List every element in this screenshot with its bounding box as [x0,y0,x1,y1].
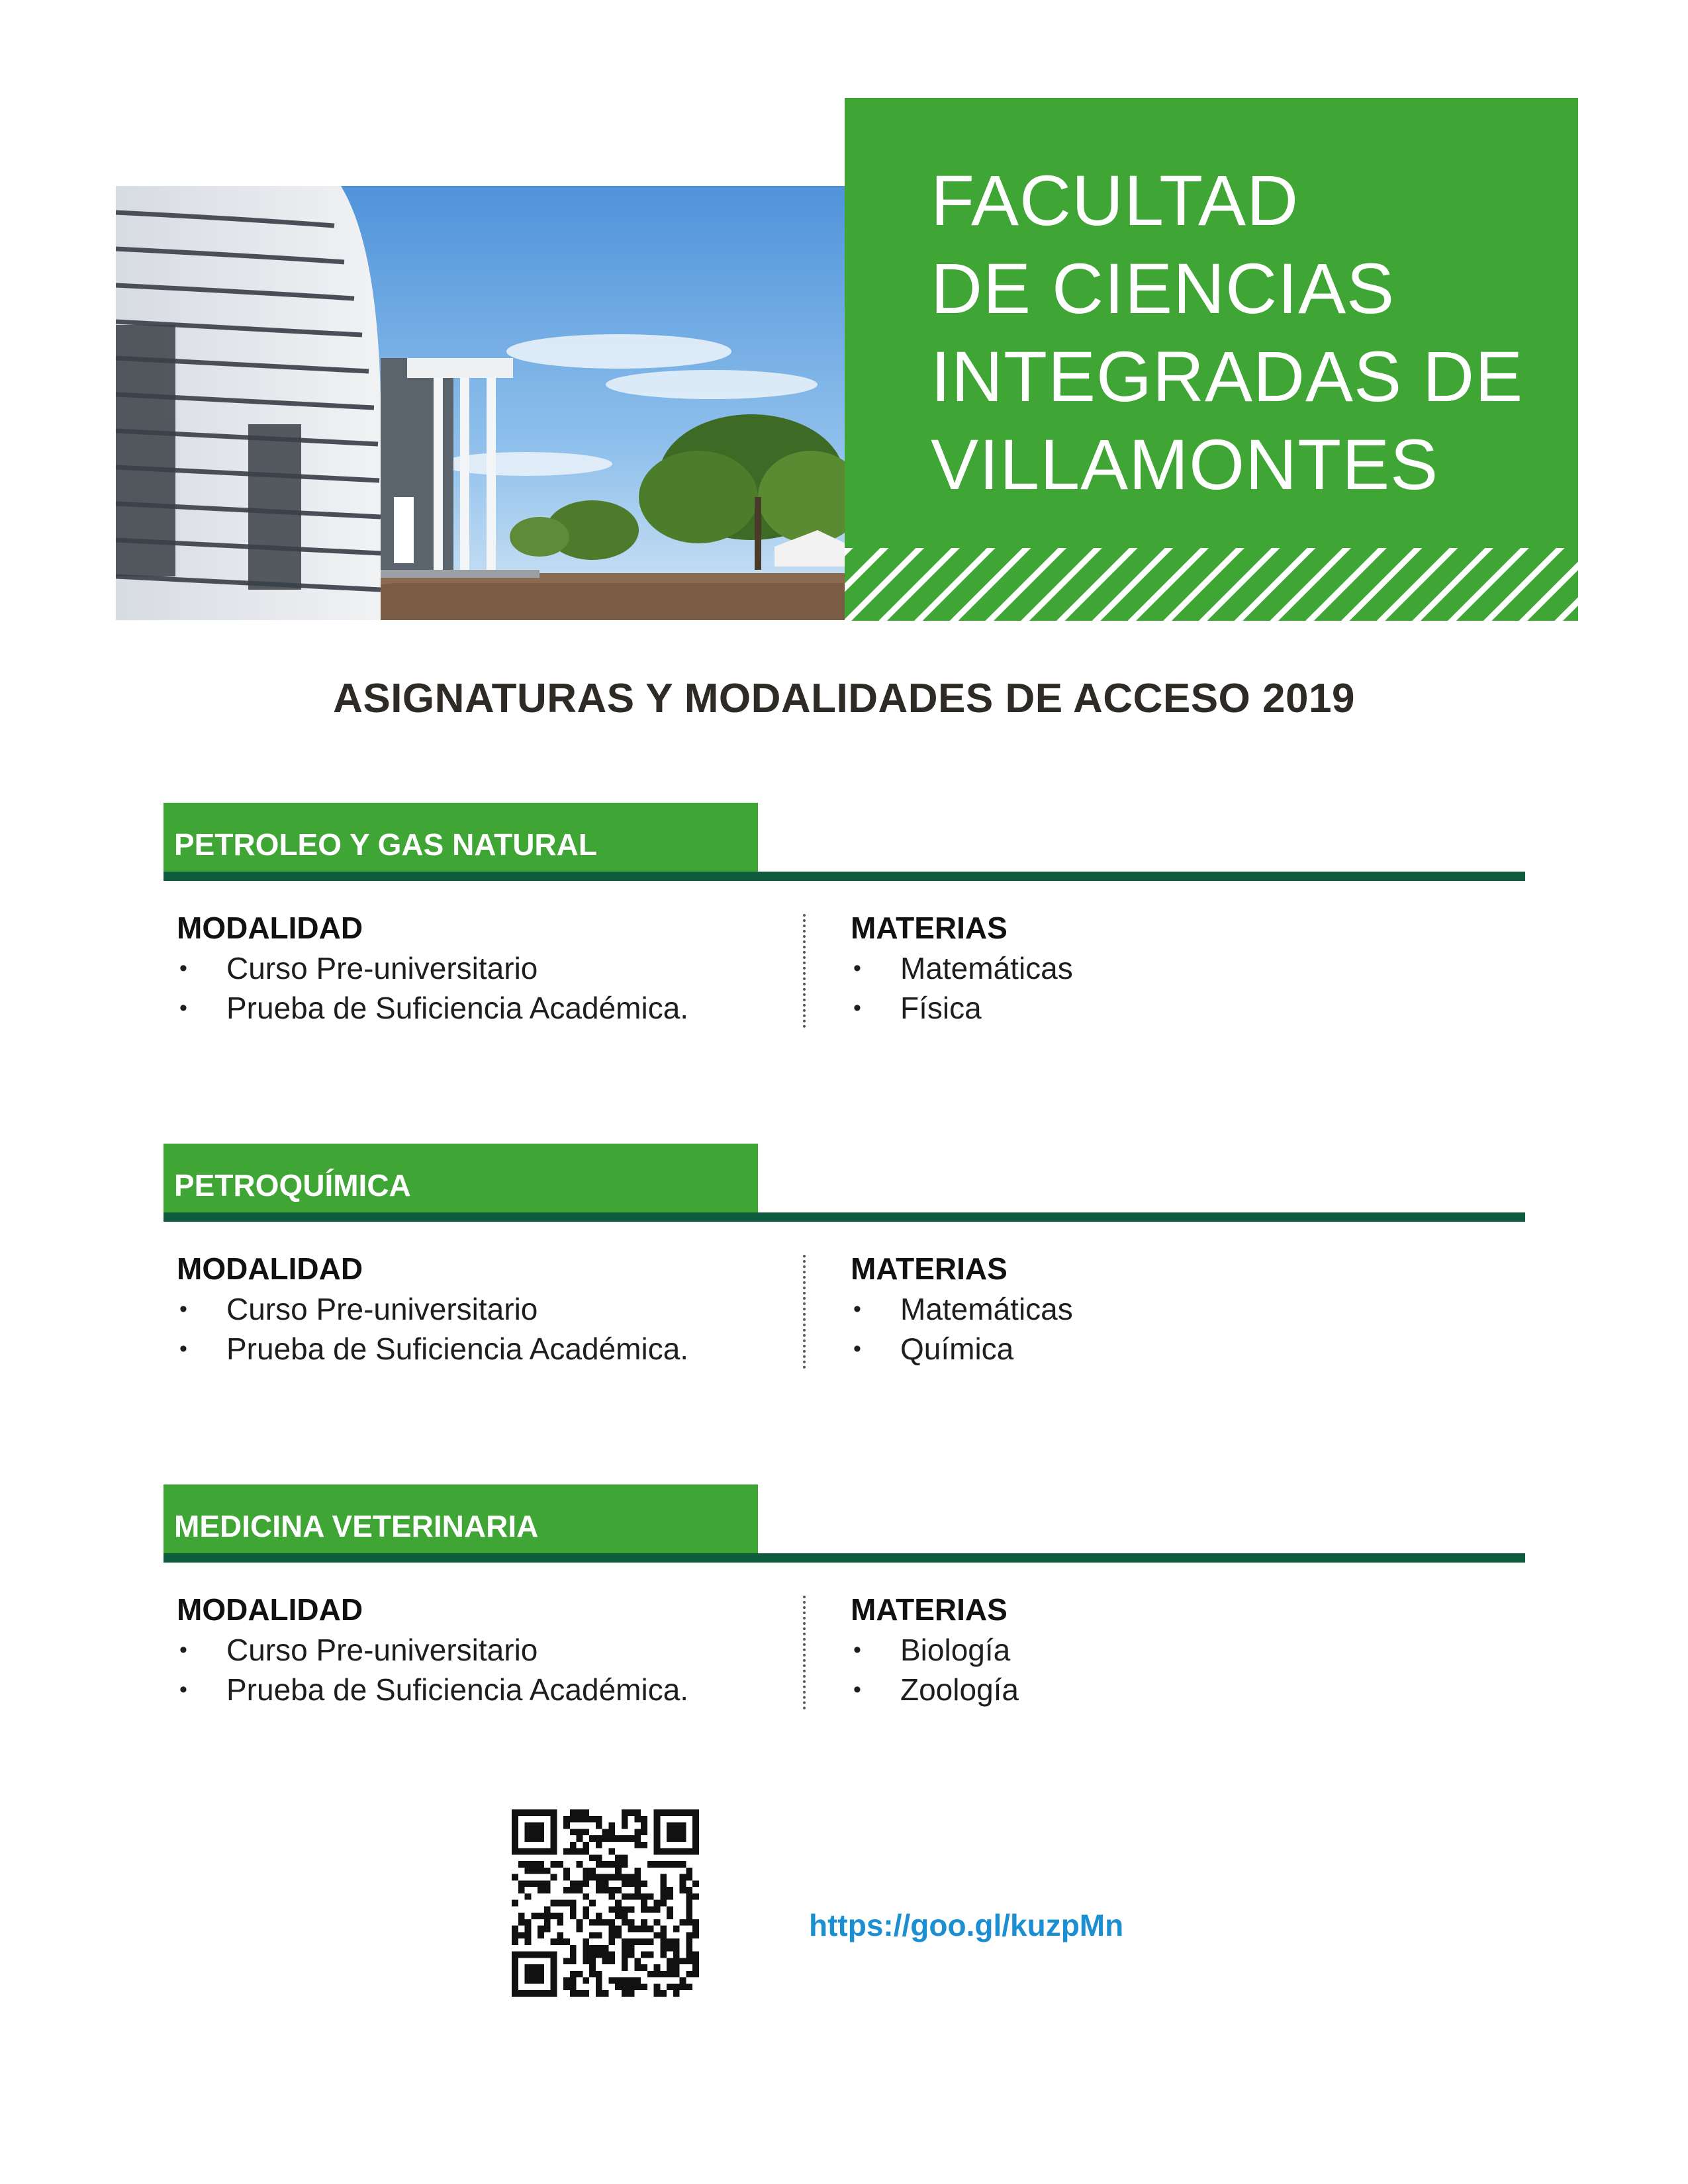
list-item: • Prueba de Suficiencia Académica. [177,1670,688,1709]
program-section-petroquimica [164,1144,1525,1382]
list-item: • Química [851,1329,1073,1369]
section-rule [164,1553,1525,1563]
program-section-veterinaria [164,1484,1525,1723]
bullet-icon: • [179,1336,187,1361]
campus-building-photo [116,186,845,620]
section-rule [164,1212,1525,1222]
faculty-title [931,156,1566,508]
materias-heading: MATERIAS [851,911,1008,945]
page-title: ASIGNATURAS Y MODALIDADES DE ACCESO 2019 [333,676,1355,721]
qr-code-icon[interactable] [512,1809,699,1997]
list-item: • Matemáticas [851,948,1073,988]
list-item: • Zoología [851,1670,1019,1709]
column-divider [803,1255,806,1369]
faculty-title-line-3: INTEGRADAS DE [931,336,1524,416]
bullet-icon: • [179,1677,187,1702]
faculty-title-block [845,98,1578,621]
modalidad-column [177,1250,688,1369]
bullet-icon: • [179,1637,187,1662]
list-item: • Biología [851,1630,1019,1670]
materias-column [851,1590,1019,1709]
list-item: • Prueba de Suficiencia Académica. [177,988,688,1028]
list-item: • Curso Pre-universitario [177,948,688,988]
modalidad-heading: MODALIDAD [177,911,363,945]
section-rule [164,872,1525,881]
modalidad-heading: MODALIDAD [177,1251,363,1286]
list-item: • Física [851,988,1073,1028]
program-title: PETROQUÍMICA [164,1144,758,1212]
column-divider [803,914,806,1028]
bullet-icon: • [853,1297,861,1322]
diagonal-stripes-decoration [845,548,1578,621]
program-title: PETROLEO Y GAS NATURAL [164,803,758,872]
bullet-icon: • [853,1637,861,1662]
materias-column [851,1250,1073,1369]
materias-heading: MATERIAS [851,1592,1008,1627]
list-item: • Prueba de Suficiencia Académica. [177,1329,688,1369]
modalidad-heading: MODALIDAD [177,1592,363,1627]
modalidad-column [177,909,688,1028]
bullet-icon: • [853,1677,861,1702]
bullet-icon: • [853,995,861,1021]
short-url-link[interactable]: https://goo.gl/kuzpMn [809,1908,1124,1942]
faculty-title-line-2: DE CIENCIAS [931,248,1395,328]
bullet-icon: • [179,956,187,981]
bullet-icon: • [179,1297,187,1322]
bullet-icon: • [853,1336,861,1361]
bullet-icon: • [853,956,861,981]
list-item: • Matemáticas [851,1289,1073,1329]
modalidad-column [177,1590,688,1709]
program-section-petroleo [164,803,1525,1041]
faculty-title-line-1: FACULTAD [931,160,1299,240]
bullet-icon: • [179,995,187,1021]
list-item: • Curso Pre-universitario [177,1289,688,1329]
list-item: • Curso Pre-universitario [177,1630,688,1670]
faculty-title-line-4: VILLAMONTES [931,424,1439,504]
materias-heading: MATERIAS [851,1251,1008,1286]
program-title: MEDICINA VETERINARIA [164,1484,758,1553]
materias-column [851,909,1073,1028]
column-divider [803,1596,806,1709]
